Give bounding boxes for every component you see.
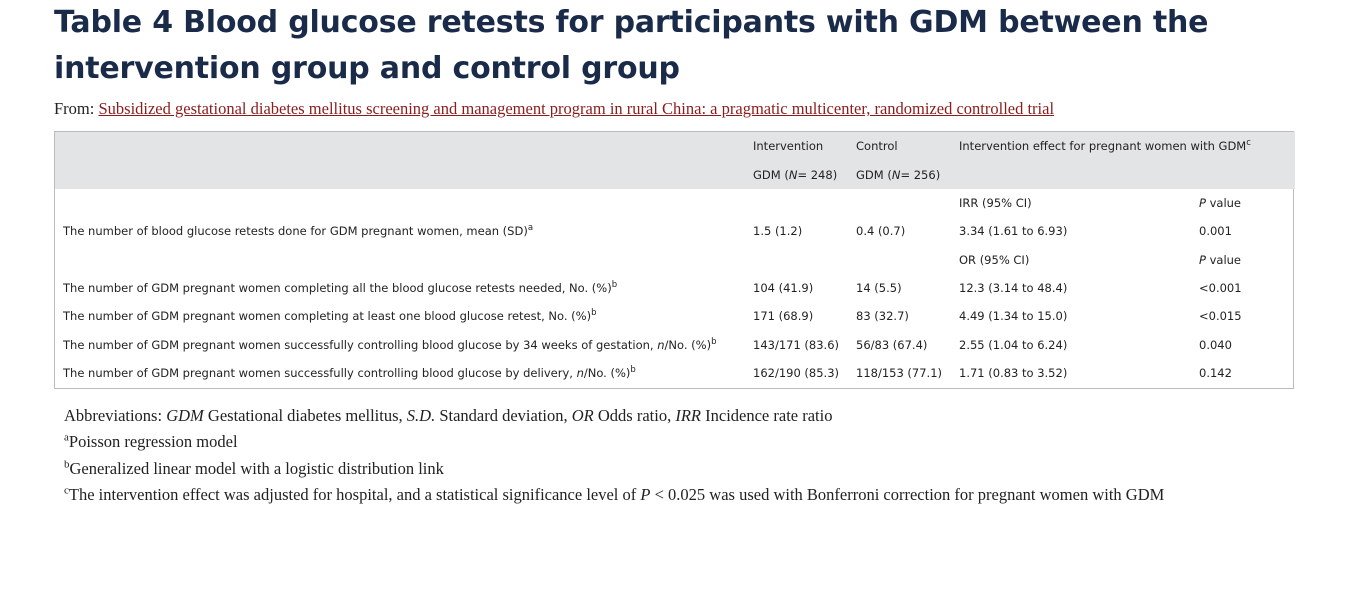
- row-effect-value: 3.34 (1.61 to 6.93): [959, 224, 1068, 239]
- source-article-link[interactable]: Subsidized gestational diabetes mellitus screening and management program in rural China: a pragmatic multicenter, randomized controlled trial: [98, 99, 1055, 119]
- row-intervention-value: 171 (68.9): [753, 309, 814, 324]
- row-label-text: The number of GDM pregnant women successfully controlling blood glucose by 34 weeks of gestation,: [63, 337, 658, 352]
- sub-irr-p-italic: P: [1199, 195, 1206, 210]
- row-label: [55, 217, 745, 245]
- footnote-b: [64, 456, 1314, 482]
- sub-irr-blank-int: [745, 189, 848, 217]
- ctrl-n-pre: GDM (: [856, 167, 892, 182]
- row-label: [55, 302, 745, 330]
- int-n-pre: GDM (: [753, 167, 789, 182]
- row-label-mid: /No. (%): [664, 337, 712, 352]
- row-control-value: 0.4 (0.7): [856, 224, 906, 239]
- row-label-italic: n: [657, 337, 665, 352]
- header-control: Control: [848, 132, 951, 160]
- row-label-text: The number of GDM pregnant women successfully controlling blood glucose by delivery,: [63, 366, 577, 381]
- table-header-row-1: [55, 132, 1295, 160]
- sub-irr-p: [1191, 189, 1295, 217]
- header-p-blank: [1191, 161, 1295, 189]
- row-effect-value: 1.71 (0.83 to 3.52): [959, 366, 1068, 381]
- row-label: [55, 331, 745, 359]
- abbrev-gdm-def: Gestational diabetes mellitus,: [203, 405, 407, 425]
- footnote-c-italic: P: [640, 485, 651, 505]
- footnote-a-text: Poisson regression model: [68, 432, 238, 452]
- header-blank-2: [55, 161, 745, 189]
- footnote-b-text: Generalized linear model with a logistic distribution link: [69, 458, 444, 478]
- abbrev-irr-term: IRR: [675, 405, 701, 425]
- subheader-row-irr: [55, 189, 1295, 217]
- table-row: [55, 359, 1295, 387]
- table-row: [55, 331, 1295, 359]
- header-effect-blank: [951, 161, 1191, 189]
- row-label-superscript: b: [630, 365, 636, 376]
- header-effect-superscript: c: [1246, 138, 1251, 149]
- row-intervention-value: 162/190 (85.3): [753, 366, 840, 381]
- header-intervention-effect: [951, 132, 1295, 160]
- row-effect-value: 4.49 (1.34 to 15.0): [959, 309, 1068, 324]
- header-effect-text: Intervention effect for pregnant women with GDM: [959, 139, 1247, 154]
- row-p-value: 0.001: [1199, 224, 1232, 239]
- abbrev-sd-def: Standard deviation,: [435, 405, 572, 425]
- sub-irr-blank-ctrl: [848, 189, 951, 217]
- page-title: Table 4 Blood glucose retests for participants with GDM between the intervention group and control group: [54, 5, 1209, 86]
- abbrev-sd-term: S.D.: [406, 405, 436, 425]
- row-label-text: The number of GDM pregnant women completing all the blood glucose retests needed, No. (%): [63, 281, 612, 296]
- ctrl-n-post: = 256): [900, 167, 941, 182]
- row-label-superscript: b: [591, 308, 597, 319]
- sub-irr-measure: IRR (95% CI): [959, 195, 1032, 210]
- row-label-text: The number of blood glucose retests done for GDM pregnant women, mean (SD): [63, 224, 528, 239]
- row-label-text: The number of GDM pregnant women completing at least one blood glucose retest, No. (%): [63, 309, 592, 324]
- header-blank-1: [55, 132, 745, 160]
- int-n-italic: N: [788, 167, 798, 182]
- abbrev-or-def: Odds ratio,: [593, 405, 676, 425]
- row-intervention-value: 143/171 (83.6): [753, 337, 840, 352]
- sub-or-measure: OR (95% CI): [959, 252, 1030, 267]
- abbrev-label: Abbreviations:: [64, 405, 167, 425]
- header-intervention: Intervention: [745, 132, 848, 160]
- sub-or-blank-int: [745, 246, 848, 274]
- row-intervention-value: 104 (41.9): [753, 281, 814, 296]
- table-header-row-2: [55, 161, 1295, 189]
- source-prefix: From:: [54, 99, 99, 119]
- row-control-value: 118/153 (77.1): [856, 366, 943, 381]
- row-label: [55, 359, 745, 387]
- table-row: [55, 274, 1295, 302]
- row-control-value: 14 (5.5): [856, 281, 902, 296]
- header-control-n: [848, 161, 951, 189]
- table-footnotes: [64, 403, 1314, 508]
- footnote-c-text-pre: The intervention effect was adjusted for hospital, and a statistical significance level of: [68, 485, 641, 505]
- row-label-superscript: b: [711, 336, 717, 347]
- subheader-row-or: [55, 246, 1295, 274]
- table-row: [55, 302, 1295, 330]
- row-control-value: 56/83 (67.4): [856, 337, 928, 352]
- sub-or-p-italic: P: [1199, 252, 1206, 267]
- row-effect-value: 2.55 (1.04 to 6.24): [959, 337, 1068, 352]
- row-p-value: 0.142: [1199, 366, 1232, 381]
- footnote-c: [64, 482, 1314, 508]
- row-label-italic: n: [576, 366, 584, 381]
- row-p-value: <0.015: [1199, 309, 1242, 324]
- row-p-value: 0.040: [1199, 337, 1232, 352]
- row-p-value: <0.001: [1199, 281, 1242, 296]
- sub-or-p: [1191, 246, 1295, 274]
- footnote-b-marker: b: [64, 458, 70, 471]
- row-label-superscript: a: [527, 223, 534, 234]
- source-citation: [26, 91, 1320, 119]
- results-table: [55, 132, 1295, 387]
- footnote-a-marker: a: [64, 431, 69, 444]
- sub-or-blank-ctrl: [848, 246, 951, 274]
- row-intervention-value: 1.5 (1.2): [753, 224, 803, 239]
- row-label-mid: /No. (%): [583, 366, 631, 381]
- footnote-abbreviations: [64, 403, 1314, 429]
- sub-irr-blank-label: [55, 189, 745, 217]
- table-row: [55, 217, 1295, 245]
- row-effect-value: 12.3 (3.14 to 48.4): [959, 281, 1068, 296]
- footnote-a: [64, 429, 1314, 455]
- int-n-post: = 248): [797, 167, 838, 182]
- sub-or-p-rest: value: [1205, 252, 1242, 267]
- row-label: [55, 274, 745, 302]
- sub-irr-p-rest: value: [1205, 195, 1242, 210]
- footnote-c-marker: c: [64, 484, 69, 497]
- abbrev-irr-def: Incidence rate ratio: [701, 405, 833, 425]
- results-table-container: [54, 131, 1294, 388]
- sub-or-blank-label: [55, 246, 745, 274]
- header-intervention-n: [745, 161, 848, 189]
- ctrl-n-italic: N: [891, 167, 901, 182]
- row-label-superscript: b: [611, 280, 618, 291]
- row-control-value: 83 (32.7): [856, 309, 909, 324]
- footnote-c-text-post: < 0.025 was used with Bonferroni correction for pregnant women with GDM: [650, 485, 1165, 505]
- abbrev-or-term: OR: [571, 405, 594, 425]
- abbrev-gdm-term: GDM: [166, 405, 204, 425]
